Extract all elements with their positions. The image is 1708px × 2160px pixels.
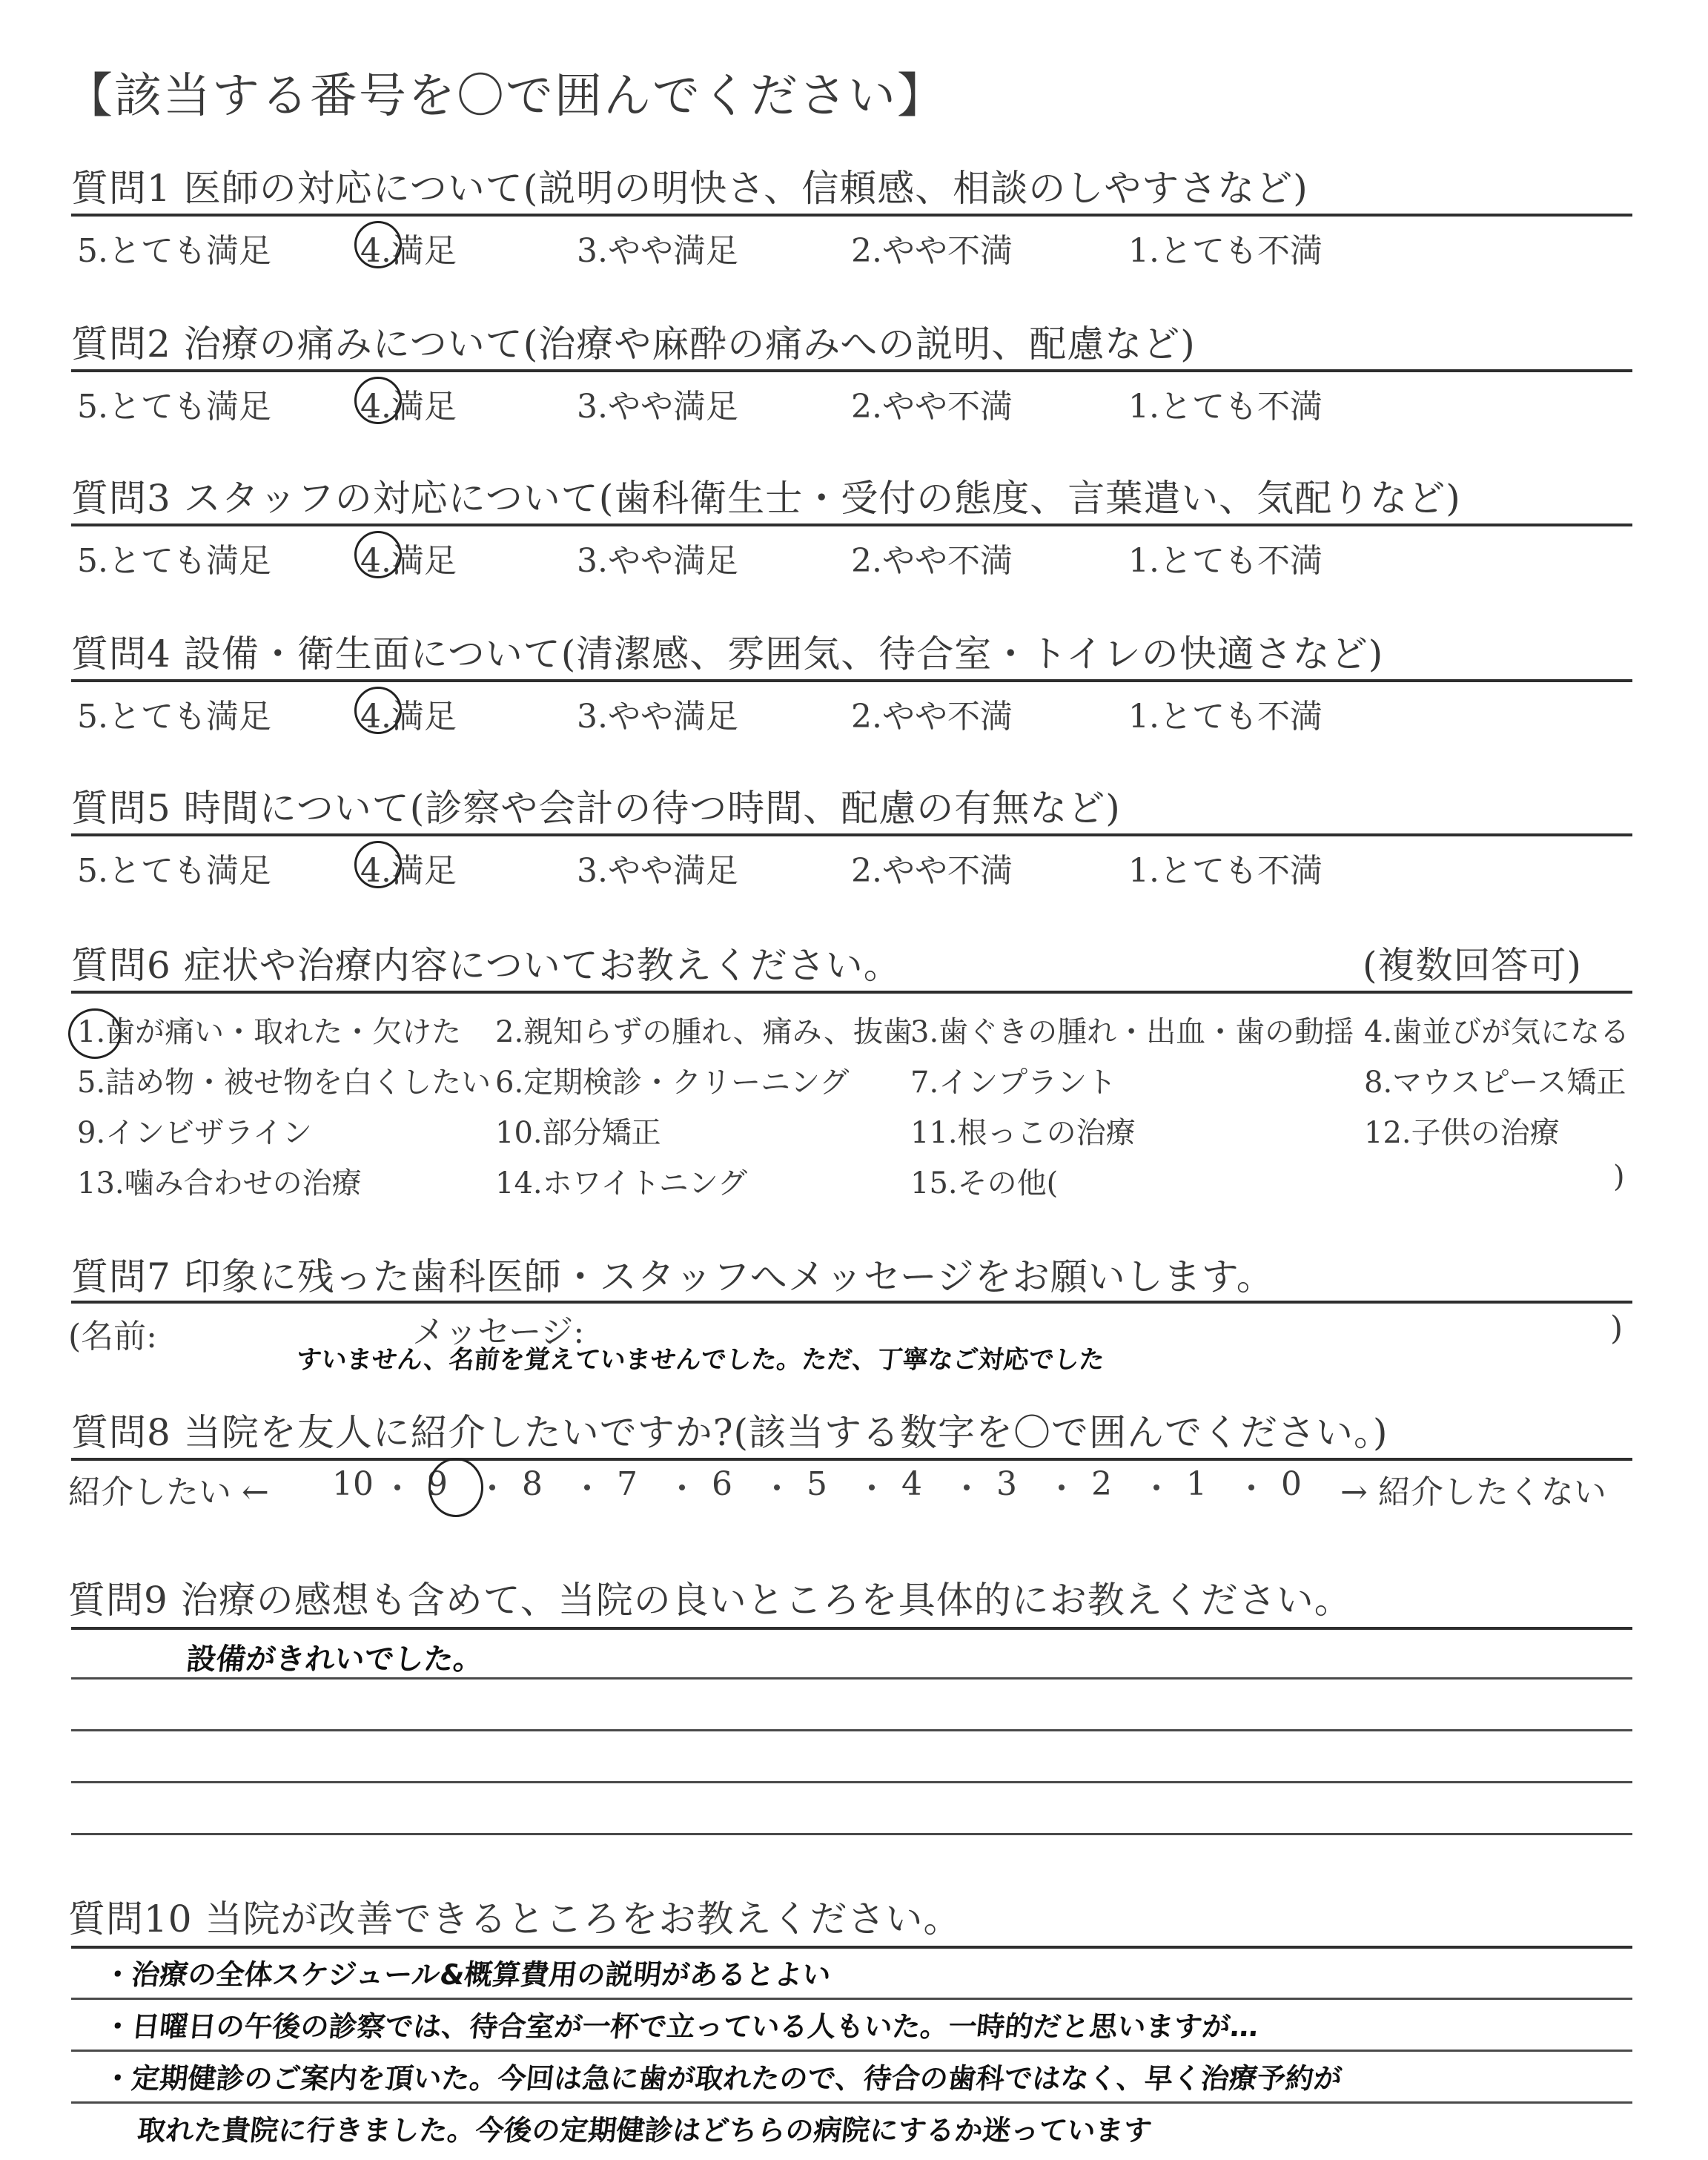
- q3-option-4: 4.満足: [360, 542, 457, 580]
- q9-line-3: [71, 1781, 1632, 1783]
- q5-option-5: 5.とても満足: [77, 852, 271, 890]
- q3-option-2: 2.やや不満: [851, 542, 1013, 580]
- q6-item-6: 6.定期検診・クリーニング: [495, 1066, 850, 1100]
- q3-option-5: 5.とても満足: [77, 542, 271, 580]
- q6-item-3: 3.歯ぐきの腫れ・出血・歯の動揺: [910, 1015, 1354, 1049]
- q7-handwritten-answer: すいません、名前を覚えていませんでした。ただ、丁寧なご対応でした: [294, 1345, 1106, 1375]
- q4-option-1: 1.とても不満: [1128, 698, 1323, 736]
- q6-title: 質問6 症状や治療内容についてお教えください。: [71, 944, 901, 987]
- q8-separator-dot: [774, 1484, 780, 1490]
- q4-rule: [71, 679, 1632, 682]
- q4-selected-circle: [354, 687, 402, 734]
- q8-scale-2: 2: [1091, 1465, 1112, 1503]
- q8-scale-8: 8: [522, 1465, 543, 1503]
- q6-item-2: 2.親知らずの腫れ、痛み、抜歯: [495, 1015, 913, 1049]
- q8-scale-0: 0: [1281, 1465, 1302, 1503]
- q8-scale-1: 1: [1186, 1465, 1207, 1503]
- q8-separator-dot: [1248, 1484, 1254, 1490]
- q8-scale-9: 9: [427, 1465, 448, 1503]
- q2-option-3: 3.やや満足: [577, 388, 738, 426]
- q8-separator-dot: [964, 1484, 970, 1490]
- q6-item-5: 5.詰め物・被せ物を白くしたい: [77, 1066, 491, 1100]
- q1-selected-circle: [354, 221, 402, 268]
- q8-separator-dot: [679, 1484, 685, 1490]
- q2-option-5: 5.とても満足: [77, 388, 271, 426]
- q6-item-11: 11.根っこの治療: [910, 1116, 1136, 1150]
- q4-option-4: 4.満足: [360, 698, 457, 736]
- form-header: 【該当する番号を〇で囲んでください】: [65, 69, 946, 124]
- q6-item-13: 13.噛み合わせの治療: [77, 1166, 362, 1200]
- q6-item-14: 14.ホワイトニング: [495, 1166, 748, 1200]
- q4-title: 質問4 設備・衛生面について(清潔感、雰囲気、待合室・トイレの快適さなど): [71, 633, 1384, 676]
- q10-answer-line-3: ・定期健診のご案内を頂いた。今回は急に歯が取れたので、待合の歯科ではなく、早く治療予約が: [102, 2062, 1344, 2095]
- q6-item-4: 4.歯並びが気になる: [1364, 1015, 1630, 1049]
- q1-option-2: 2.やや不満: [851, 232, 1013, 270]
- q10-answer-line-4: 取れた貴院に行きました。今後の定期健診はどちらの病院にするか迷っています: [136, 2114, 1153, 2147]
- q3-title: 質問3 スタッフの対応について(歯科衛生士・受付の態度、言葉遣い、気配りなど): [71, 477, 1461, 520]
- q8-title: 質問8 当院を友人に紹介したいですか?(該当する数字を〇で囲んでください。): [71, 1411, 1388, 1454]
- q1-option-1: 1.とても不満: [1128, 232, 1323, 270]
- q8-scale-3: 3: [996, 1465, 1017, 1503]
- q8-left-label: 紹介したい ←: [68, 1473, 269, 1511]
- q5-option-3: 3.やや満足: [577, 852, 738, 890]
- q10-title: 質問10 当院が改善できるところをお教えください。: [68, 1898, 961, 1941]
- q6-item-8: 8.マウスピース矯正: [1364, 1066, 1626, 1100]
- q1-title: 質問1 医師の対応について(説明の明快さ、信頼感、相談のしやすさなど): [71, 167, 1308, 210]
- q8-separator-dot: [394, 1484, 400, 1490]
- q9-handwritten-answer: 設備がきれいでした。: [185, 1642, 486, 1677]
- q10-line-3: [71, 2101, 1632, 2104]
- q8-scale-4: 4: [901, 1465, 922, 1503]
- q9-line-4: [71, 1833, 1632, 1835]
- q4-option-5: 5.とても満足: [77, 698, 271, 736]
- q1-option-5: 5.とても満足: [77, 232, 271, 270]
- q8-separator-dot: [869, 1484, 875, 1490]
- q6-item-12: 12.子供の治療: [1364, 1116, 1560, 1150]
- q10-answer-line-2: ・日曜日の午後の診察では、待合室が一杯で立っている人もいた。一時的だと思いますが…: [102, 2010, 1260, 2043]
- q5-option-4: 4.満足: [360, 852, 457, 890]
- q8-scale-10: 10: [332, 1465, 374, 1503]
- q10-rule: [71, 1946, 1632, 1949]
- q5-rule: [71, 833, 1632, 836]
- q7-name-label: (名前:: [68, 1318, 157, 1355]
- q9-title: 質問9 治療の感想も含めて、当院の良いところを具体的にお教えください。: [68, 1579, 1352, 1622]
- q3-option-3: 3.やや満足: [577, 542, 738, 580]
- q1-option-3: 3.やや満足: [577, 232, 738, 270]
- q2-rule: [71, 369, 1632, 372]
- q8-scale-6: 6: [712, 1465, 732, 1503]
- q8-separator-dot: [1059, 1484, 1065, 1490]
- q8-separator-dot: [489, 1484, 495, 1490]
- q7-rule: [71, 1301, 1632, 1304]
- q10-answer-line-1: ・治療の全体スケジュール&概算費用の説明があるとよい: [102, 1958, 833, 1991]
- q6-item-9: 9.インビザライン: [77, 1116, 312, 1150]
- q7-message-label: メッセージ:: [412, 1313, 585, 1351]
- q6-item-16: ): [1613, 1160, 1625, 1194]
- q10-line-1: [71, 1998, 1632, 2000]
- q6-rule: [71, 991, 1632, 994]
- q9-rule: [71, 1627, 1632, 1630]
- q5-selected-circle: [354, 841, 402, 888]
- q3-selected-circle: [354, 531, 402, 578]
- q5-option-1: 1.とても不満: [1128, 852, 1323, 890]
- q6-note: (複数回答可): [1363, 944, 1583, 987]
- q8-right-label: → 紹介したくない: [1340, 1473, 1606, 1511]
- q7-close: ): [1610, 1309, 1623, 1347]
- q3-option-1: 1.とても不満: [1128, 542, 1323, 580]
- q5-option-2: 2.やや不満: [851, 852, 1013, 890]
- q8-scale-7: 7: [617, 1465, 638, 1503]
- q2-option-1: 1.とても不満: [1128, 388, 1323, 426]
- q8-rule: [71, 1458, 1632, 1461]
- q4-option-3: 3.やや満足: [577, 698, 738, 736]
- q6-item-7: 7.インプラント: [910, 1066, 1117, 1100]
- q9-line-1: [71, 1677, 1632, 1680]
- q2-title: 質問2 治療の痛みについて(治療や麻酔の痛みへの説明、配慮など): [71, 323, 1196, 366]
- q8-selected-circle: [428, 1458, 483, 1517]
- q1-rule: [71, 214, 1632, 217]
- q2-selected-circle: [354, 377, 402, 424]
- q3-rule: [71, 524, 1632, 526]
- q5-title: 質問5 時間について(診察や会計の待つ時間、配慮の有無など): [71, 787, 1121, 830]
- q7-title: 質問7 印象に残った歯科医師・スタッフへメッセージをお願いします。: [71, 1255, 1274, 1298]
- q8-separator-dot: [584, 1484, 590, 1490]
- q10-line-2: [71, 2050, 1632, 2052]
- q6-item-15: 15.その他(: [910, 1166, 1059, 1200]
- q2-option-4: 4.満足: [360, 388, 457, 426]
- q9-line-2: [71, 1729, 1632, 1731]
- q2-option-2: 2.やや不満: [851, 388, 1013, 426]
- q6-selected-circle: [68, 1008, 122, 1059]
- q1-option-4: 4.満足: [360, 232, 457, 270]
- q6-item-1: 1.歯が痛い・取れた・欠けた: [77, 1015, 462, 1049]
- q8-separator-dot: [1153, 1484, 1159, 1490]
- q6-item-10: 10.部分矯正: [495, 1116, 661, 1150]
- q8-scale-5: 5: [807, 1465, 827, 1503]
- q4-option-2: 2.やや不満: [851, 698, 1013, 736]
